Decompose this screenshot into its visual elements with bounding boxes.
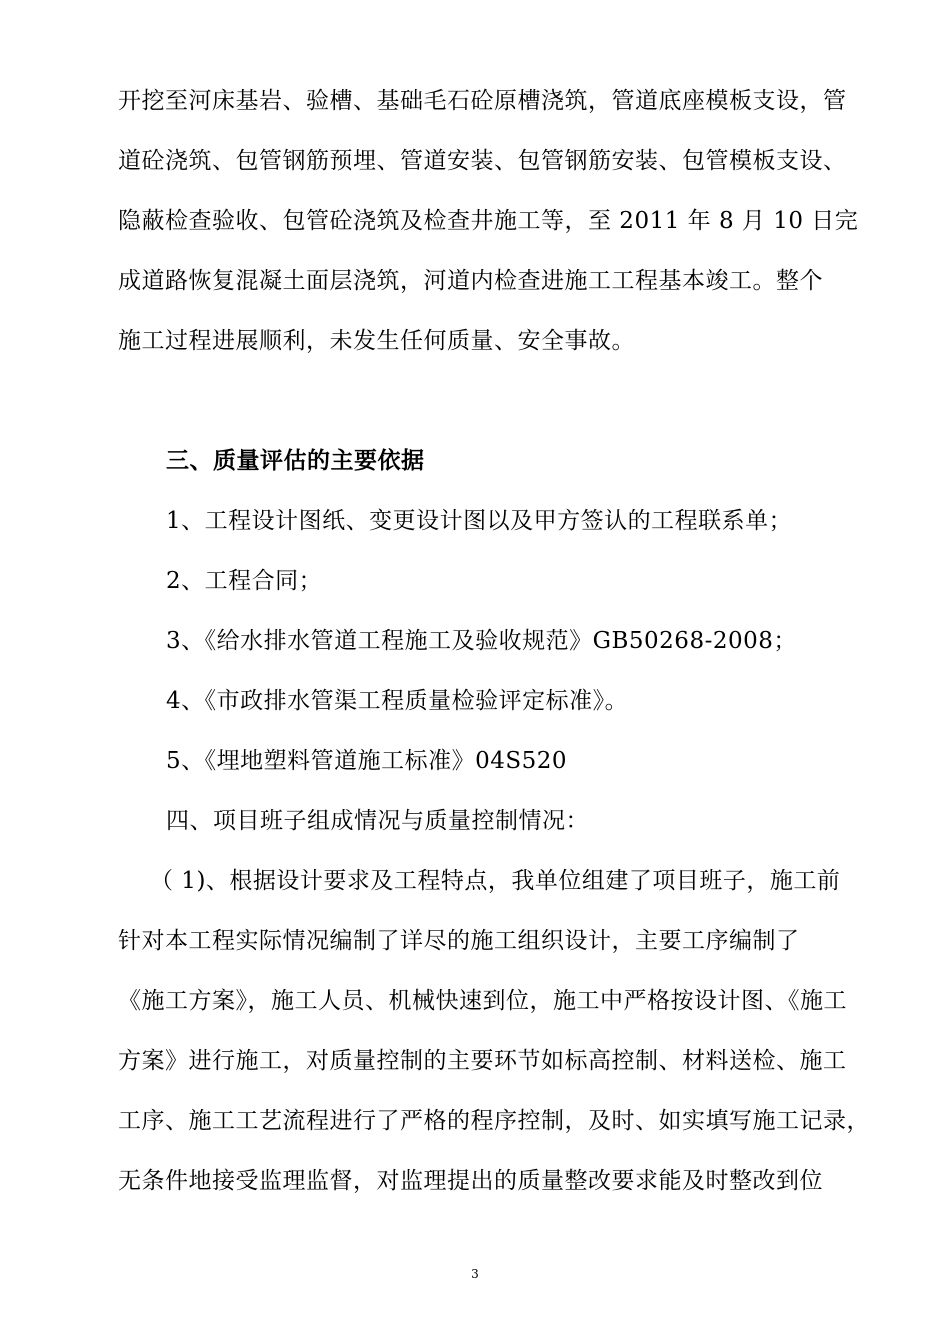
paragraph-line: （ 1)、根据设计要求及工程特点，我单位组建了项目班子，施工前 <box>150 868 841 894</box>
paragraph-line: 道砼浇筑、包管钢筋预埋、管道安装、包管钢筋安装、包管模板支设、 <box>118 148 847 174</box>
section-heading: 四、项目班子组成情况与质量控制情况： <box>166 808 589 834</box>
paragraph-line: 开挖至河床基岩、验槽、基础毛石砼原槽浇筑，管道底座模板支设，管 <box>118 88 847 114</box>
list-item: 1、工程设计图纸、变更设计图以及甲方签认的工程联系单； <box>166 508 793 534</box>
paragraph-line: 方案》进行施工，对质量控制的主要环节如标高控制、材料送检、施工 <box>118 1048 847 1074</box>
list-item: 5、《埋地塑料管道施工标准》04S520 <box>166 748 568 774</box>
paragraph-line: 针对本工程实际情况编制了详尽的施工组织设计，主要工序编制了 <box>118 928 800 954</box>
paragraph-line: 无条件地接受监理监督，对监理提出的质量整改要求能及时整改到位 <box>118 1168 823 1194</box>
list-item: 3、《给水排水管道工程施工及验收规范》GB50268-2008； <box>166 628 797 654</box>
paragraph-line: 《施工方案》，施工人员、机械快速到位，施工中严格按设计图、《施工 <box>118 988 847 1014</box>
list-item: 4、《市政排水管渠工程质量检验评定标准》。 <box>166 688 629 714</box>
paragraph-line: 施工过程进展顺利，未发生任何质量、安全事故。 <box>118 328 635 354</box>
paragraph-line: 隐蔽检查验收、包管砼浇筑及检查井施工等，至 2011 年 8 月 10 日完 <box>118 208 859 234</box>
paragraph-line: 成道路恢复混凝土面层浇筑，河道内检查进施工工程基本竣工。整个 <box>118 268 823 294</box>
page-number: 3 <box>471 1267 479 1281</box>
list-item: 2、工程合同； <box>166 568 323 594</box>
section-heading: 三、质量评估的主要依据 <box>166 447 425 474</box>
paragraph-line: 工序、施工工艺流程进行了严格的程序控制，及时、如实填写施工记录， <box>118 1108 870 1134</box>
